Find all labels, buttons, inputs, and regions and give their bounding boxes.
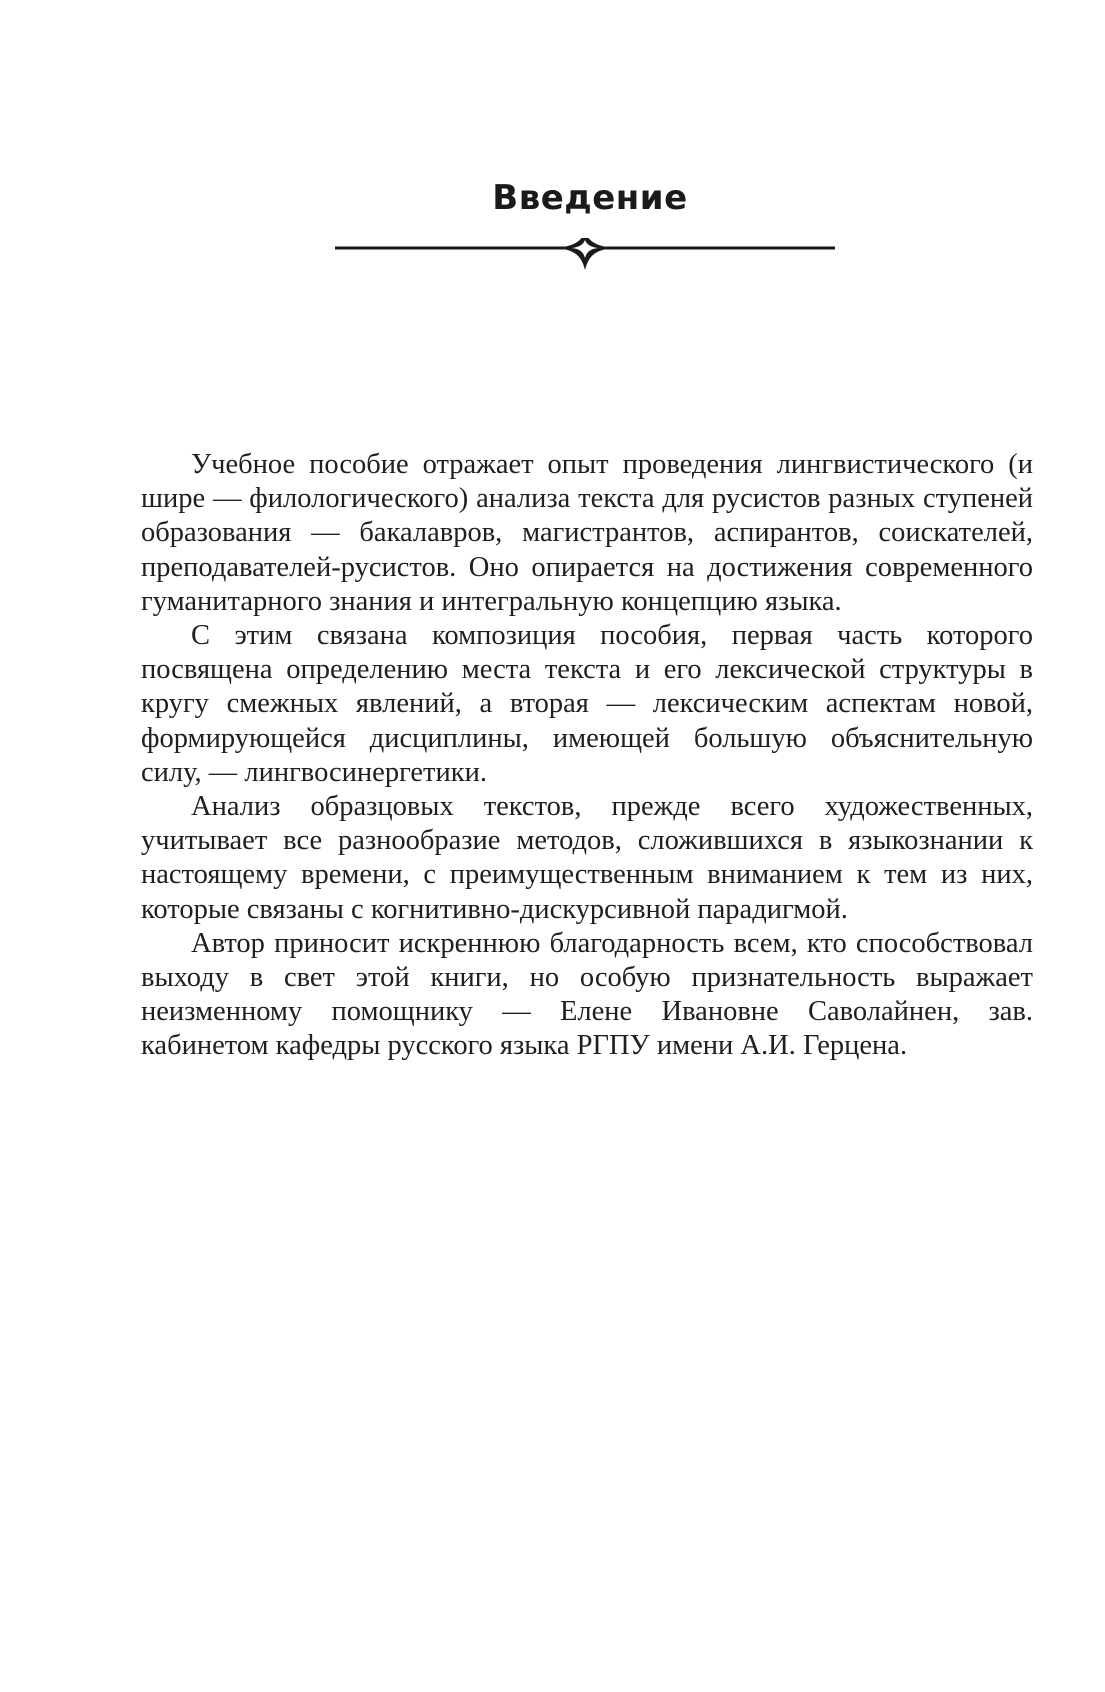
paragraph-4: Автор приносит искреннюю благодарность всем, кто способствовал выходу в свет этой книги, но особую признательность выражает неизменному помощнику — Елене Ивановне Саволайнен, зав. кабинетом кафедры русского языка РГПУ имени А.И. Герцена. [141,927,1033,1062]
paragraph-1: Учебное пособие отражает опыт проведения лингвистического (и шире — филологического) анализа текста для русистов разных ступеней образования — бакалавров, магистрантов, аспирантов, соискателей, преподавателей-русистов. Оно опирается на достижения современного гуманитарного знания и интегральную концепцию языка. [141,449,1033,617]
paragraph-2: С этим связана композиция пособия, первая часть которого посвящена определению места текста и его лексической структуры в кругу смежных явлений, а вторая — лексическим аспектам новой, формирующейся дисциплины, имеющей большую объяснительную силу, — лингвосинергетики. [141,620,1033,788]
page-title: Введение [492,178,688,218]
four-point-star-divider-icon [335,238,835,298]
intro-text [141,448,1033,1064]
paragraph-3: Анализ образцовых текстов, прежде всего художественных, учитывает все разнообразие методов, сложившихся в языкознании к настоящему времени, с преимущественным вниманием к тем из них, которые связаны с когнитивно-дискурсивной парадигмой. [141,791,1033,925]
